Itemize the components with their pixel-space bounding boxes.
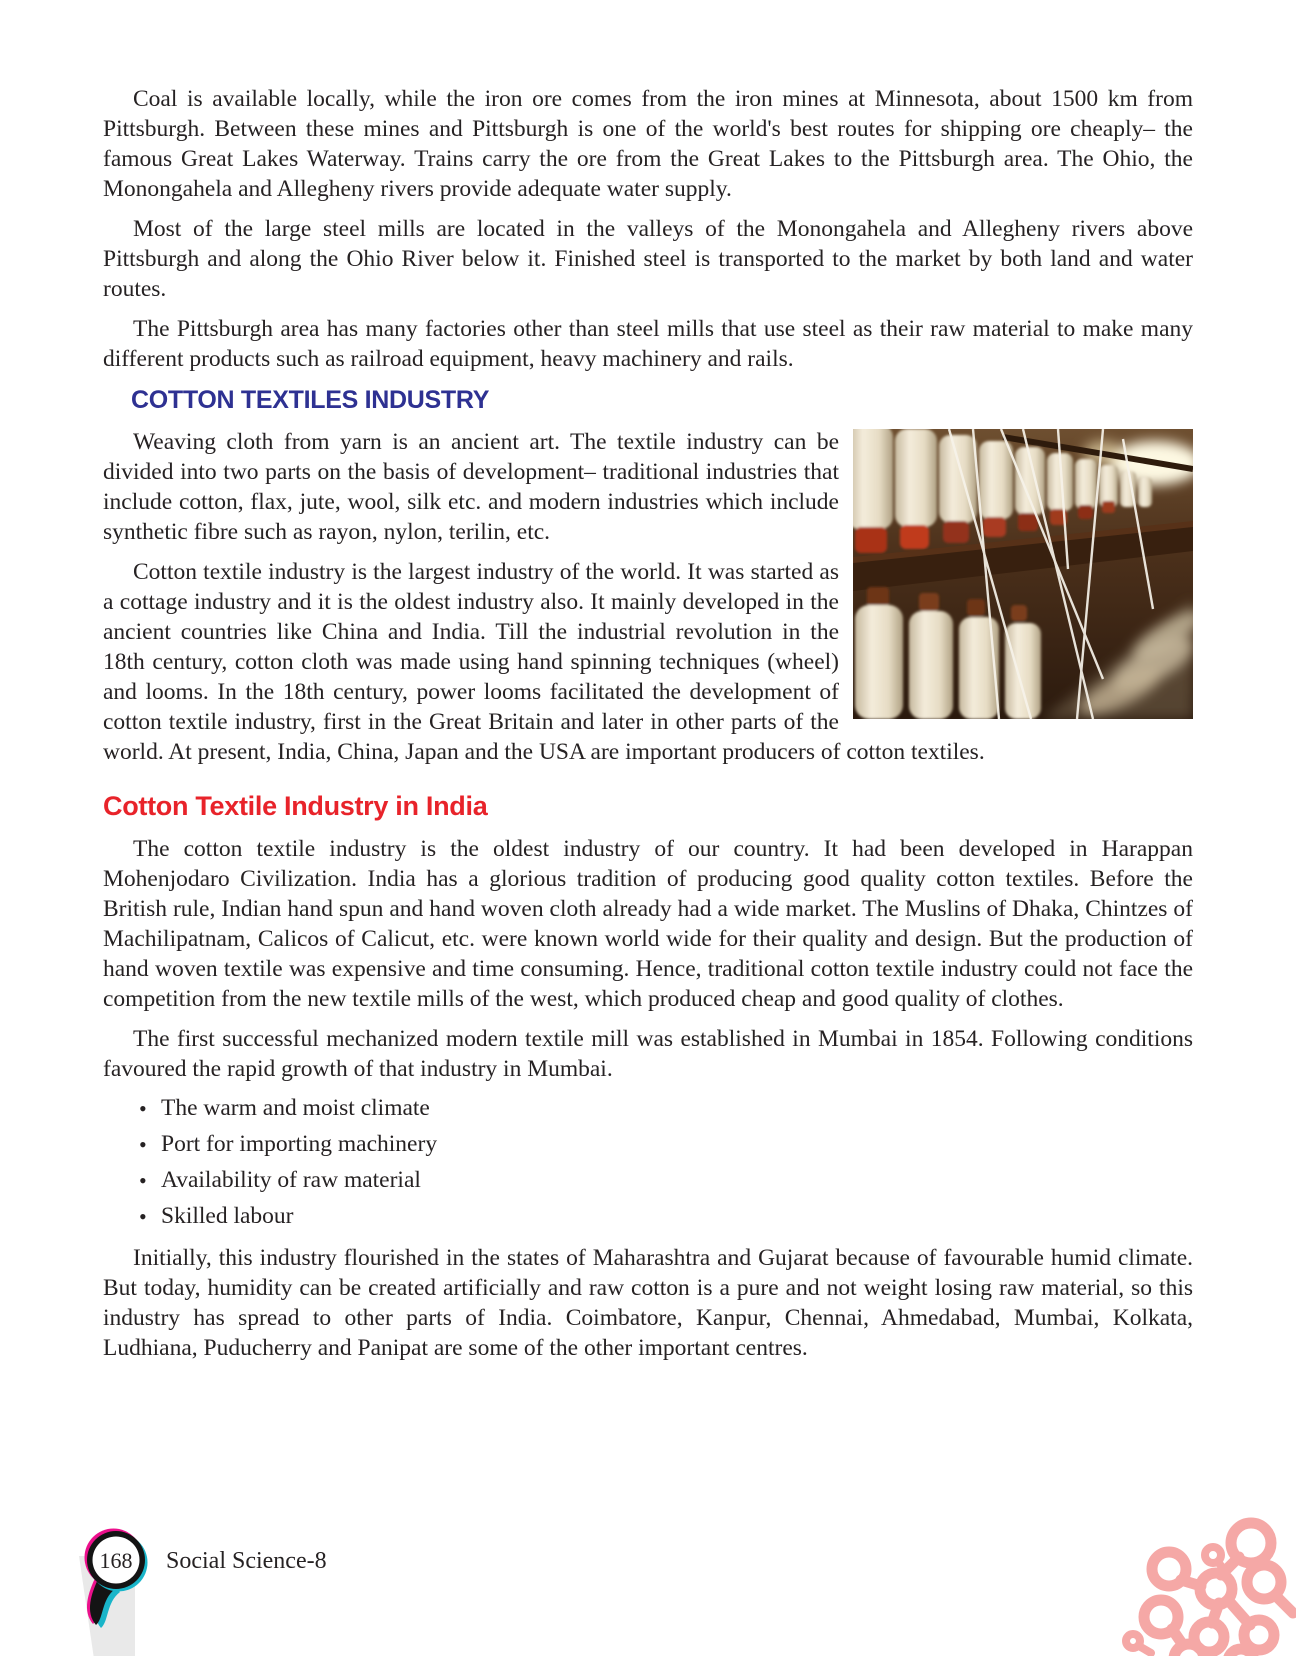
bullet-item-raw-material: • Availability of raw material <box>139 1166 1193 1195</box>
footer-page-badge <box>76 1524 156 1636</box>
bullet-item-skilled-labour: • Skilled labour <box>139 1202 1193 1231</box>
bullet-item-climate: • The warm and moist climate <box>139 1094 1193 1123</box>
paragraph-weaving-cloth: Weaving cloth from yarn is an ancient art. The textile industry can be divided into two parts on the basis of development– traditional industries that include cotton, flax, jute, wool, silk etc. and modern industries which include synthetic fibre such as rayon, nylon, terilin, etc. <box>103 429 839 545</box>
page-number: 168 <box>99 1548 133 1573</box>
paragraph-coal-iron: Coal is available locally, while the iron ore comes from the iron mines at Minnesota, about 1500 km from Pittsburgh. Between these mines and Pittsburgh is one of the world's best routes for shipping ore cheaply– the famous Great Lakes Waterway. Trains carry the ore from the Great Lakes to the Pittsburgh area. The Ohio, the Monongahela and Allegheny rivers provide adequate water supply. <box>103 86 1193 202</box>
section-heading-cotton-textiles: COTTON TEXTILES INDUSTRY <box>131 386 490 414</box>
paragraph-pittsburgh-factories: The Pittsburgh area has many factories other than steel mills that use steel as their raw material to make many different products such as railroad equipment, heavy machinery and rails. <box>103 316 1193 372</box>
yarn-spools-image <box>853 429 1193 719</box>
section-body-with-photo <box>103 427 1193 777</box>
pink-bubbles-icon <box>1061 1481 1296 1656</box>
bullet-item-port: • Port for importing machinery <box>139 1130 1193 1159</box>
paragraph-cotton-largest: Cotton textile industry is the largest industry of the world. It was started as a cottage industry and it is the oldest industry also. It mainly developed in the ancient countries like China and India. Till the industrial revolution in the 18th century, cotton cloth was made using hand spinning techniques (wheel) and looms. In the 18th century, power looms facilitated the development of cotton textile industry, first in the Great Britain and later in other parts of the world. At present, India, China, Japan and the USA are important producers of cotton textiles. <box>103 559 985 765</box>
subsection-heading-india: Cotton Textile Industry in India <box>103 791 488 821</box>
page-number-bubble-icon <box>76 1524 156 1636</box>
footer-book-title: Social Science-8 <box>166 1548 327 1574</box>
paragraph-initially-flourished: Initially, this industry flourished in the states of Maharashtra and Gujarat because of favourable humid climate. But today, humidity can be created artificially and raw cotton is a pure and not weight losing raw material, so this industry has spread to other parts of India. Coimbatore, Kanpur, Chennai, Ahmedabad, Mumbai, Kolkata, Ludhiana, Puducherry and Panipat are some of the other important centres. <box>103 1245 1193 1361</box>
bullet-list-conditions <box>103 1094 1193 1231</box>
paragraph-oldest-industry: The cotton textile industry is the oldest industry of our country. It had been developed in Harappan Mohenjodaro Civilization. India has a glorious tradition of producing good quality cotton textiles. Before the British rule, Indian hand spun and hand woven cloth already had a wide market. The Muslins of Dhaka, Chintzes of Machilipatnam, Calicos of Calicut, etc. were known world wide for their quality and design. But the production of hand woven textile was expensive and time consuming. Hence, traditional cotton textile industry could not face the competition from the new textile mills of the west, which produced cheap and good quality of clothes. <box>103 836 1193 1012</box>
corner-bubbles-decoration <box>1061 1481 1296 1656</box>
textile-mill-photo <box>853 429 1193 719</box>
paragraph-steel-mills: Most of the large steel mills are located in the valleys of the Monongahela and Allegheny rivers above Pittsburgh and along the Ohio River below it. Finished steel is transported to the market by both land and water routes. <box>103 216 1193 302</box>
page-content <box>103 84 1193 1373</box>
paragraph-first-mill: The first successful mechanized modern textile mill was established in Mumbai in 1854. Following conditions favoured the rapid growth of that industry in Mumbai. <box>103 1026 1193 1082</box>
